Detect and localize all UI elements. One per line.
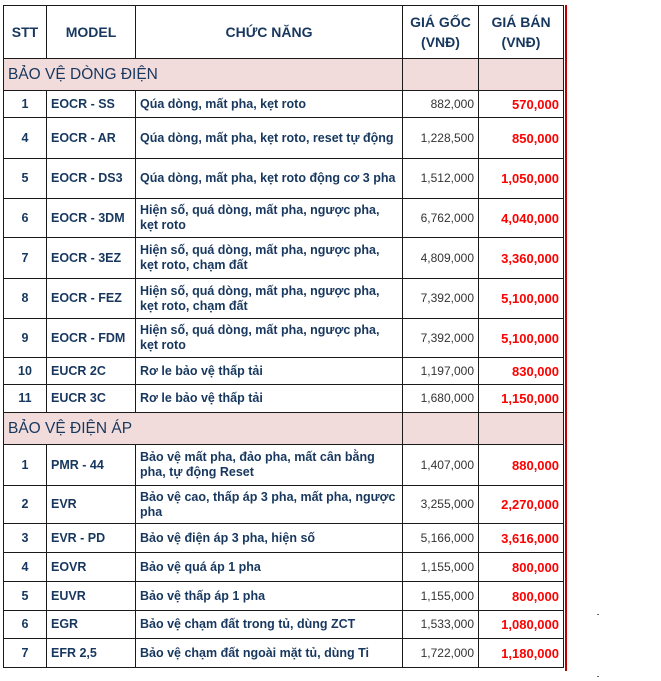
row-model: EOCR - 3DM [47,199,136,238]
row-function: Hiện số, quá dòng, mất pha, ngược pha, kẹt roto [136,199,403,238]
row-sale-price: 1,080,000 [479,611,564,639]
row-sale-price: 880,000 [479,445,564,486]
table-row [4,385,564,413]
row-stt: 7 [4,639,47,668]
row-orig-price: 1,512,000 [403,159,479,199]
cell-mark [597,676,599,677]
row-orig-price: 1,228,500 [403,118,479,159]
table-row [4,319,564,358]
header-orig-price: GIÁ GỐC (VNĐ) [403,6,479,59]
sheet-border-line [565,5,567,671]
row-model: EUCR 3C [47,385,136,413]
header-function: CHỨC NĂNG [136,6,403,59]
row-sale-price: 850,000 [479,118,564,159]
section-orig-cell [403,59,479,91]
row-orig-price: 3,255,000 [403,486,479,524]
row-stt: 1 [4,445,47,486]
table-row [4,582,564,611]
row-function: Bảo vệ thấp áp 1 pha [136,582,403,611]
table-row [4,611,564,639]
section-title: BẢO VỆ ĐIỆN ÁP [4,413,403,445]
row-function: Bảo vệ quá áp 1 pha [136,553,403,582]
row-function: Bảo vệ cao, thấp áp 3 pha, mất pha, ngược pha [136,486,403,524]
row-function: Qúa dòng, mất pha, kẹt roto động cơ 3 pha [136,159,403,199]
row-stt: 8 [4,279,47,319]
row-stt: 3 [4,524,47,553]
table-body [4,59,564,668]
section-row [4,59,564,91]
row-function: Qúa dòng, mất pha, kẹt roto [136,91,403,118]
row-function: Hiện số, quá dòng, mất pha, ngược pha, kẹt roto, chạm đất [136,238,403,279]
table-row [4,553,564,582]
table-row [4,639,564,668]
table-row [4,118,564,159]
row-orig-price: 1,407,000 [403,445,479,486]
row-stt: 4 [4,553,47,582]
header-model: MODEL [47,6,136,59]
row-model: EUCR 2C [47,358,136,385]
row-stt: 5 [4,582,47,611]
row-sale-price: 5,100,000 [479,319,564,358]
row-sale-price: 800,000 [479,553,564,582]
row-sale-price: 1,050,000 [479,159,564,199]
row-model: EOCR - DS3 [47,159,136,199]
row-sale-price: 1,180,000 [479,639,564,668]
section-orig-cell [403,413,479,445]
row-orig-price: 882,000 [403,91,479,118]
row-model: EOCR - AR [47,118,136,159]
row-stt: 9 [4,319,47,358]
row-sale-price: 830,000 [479,358,564,385]
section-sale-cell [479,413,564,445]
row-sale-price: 1,150,000 [479,385,564,413]
table-row [4,445,564,486]
row-model: EVR - PD [47,524,136,553]
row-model: EOCR - FEZ [47,279,136,319]
row-orig-price: 5,166,000 [403,524,479,553]
row-model: EOVR [47,553,136,582]
table-row [4,486,564,524]
row-stt: 7 [4,238,47,279]
row-orig-price: 1,197,000 [403,358,479,385]
row-orig-price: 1,533,000 [403,611,479,639]
row-model: EFR 2,5 [47,639,136,668]
header-stt: STT [4,6,47,59]
price-table [3,5,564,668]
row-function: Bảo vệ chạm đất trong tủ, dùng ZCT [136,611,403,639]
row-model: EGR [47,611,136,639]
row-sale-price: 800,000 [479,582,564,611]
row-stt: 6 [4,611,47,639]
table-row [4,199,564,238]
row-stt: 5 [4,159,47,199]
row-function: Hiện số, quá dòng, mất pha, ngược pha, kẹt roto [136,319,403,358]
row-stt: 1 [4,91,47,118]
row-model: EVR [47,486,136,524]
row-sale-price: 4,040,000 [479,199,564,238]
row-function: Rơ le bảo vệ thấp tải [136,385,403,413]
row-orig-price: 1,155,000 [403,553,479,582]
row-sale-price: 5,100,000 [479,279,564,319]
row-stt: 2 [4,486,47,524]
row-orig-price: 4,809,000 [403,238,479,279]
row-function: Hiện số, quá dòng, mất pha, ngược pha, kẹt roto, chạm đất [136,279,403,319]
row-function: Qúa dòng, mất pha, kẹt roto, reset tự động [136,118,403,159]
header-row [4,6,564,59]
row-sale-price: 570,000 [479,91,564,118]
row-model: PMR - 44 [47,445,136,486]
row-orig-price: 1,155,000 [403,582,479,611]
row-stt: 11 [4,385,47,413]
section-sale-cell [479,59,564,91]
row-stt: 10 [4,358,47,385]
row-stt: 6 [4,199,47,238]
row-function: Bảo vệ mất pha, đảo pha, mất cân bằng pha, tự động Reset [136,445,403,486]
row-model: EOCR - SS [47,91,136,118]
row-orig-price: 6,762,000 [403,199,479,238]
table-row [4,279,564,319]
row-model: EUVR [47,582,136,611]
row-orig-price: 1,680,000 [403,385,479,413]
row-orig-price: 7,392,000 [403,279,479,319]
row-orig-price: 7,392,000 [403,319,479,358]
row-model: EOCR - 3EZ [47,238,136,279]
row-orig-price: 1,722,000 [403,639,479,668]
cell-mark [597,614,599,615]
row-function: Rơ le bảo vệ thấp tải [136,358,403,385]
table-row [4,358,564,385]
table-row [4,91,564,118]
table-row [4,159,564,199]
row-stt: 4 [4,118,47,159]
table-row [4,524,564,553]
header-sale-price: GIÁ BÁN (VNĐ) [479,6,564,59]
table-row [4,238,564,279]
row-function: Bảo vệ điện áp 3 pha, hiện số [136,524,403,553]
row-sale-price: 3,360,000 [479,238,564,279]
row-sale-price: 3,616,000 [479,524,564,553]
row-function: Bảo vệ chạm đất ngoài mặt tủ, dùng Ti [136,639,403,668]
section-title: BẢO VỆ DÒNG ĐIỆN [4,59,403,91]
row-sale-price: 2,270,000 [479,486,564,524]
section-row [4,413,564,445]
row-model: EOCR - FDM [47,319,136,358]
